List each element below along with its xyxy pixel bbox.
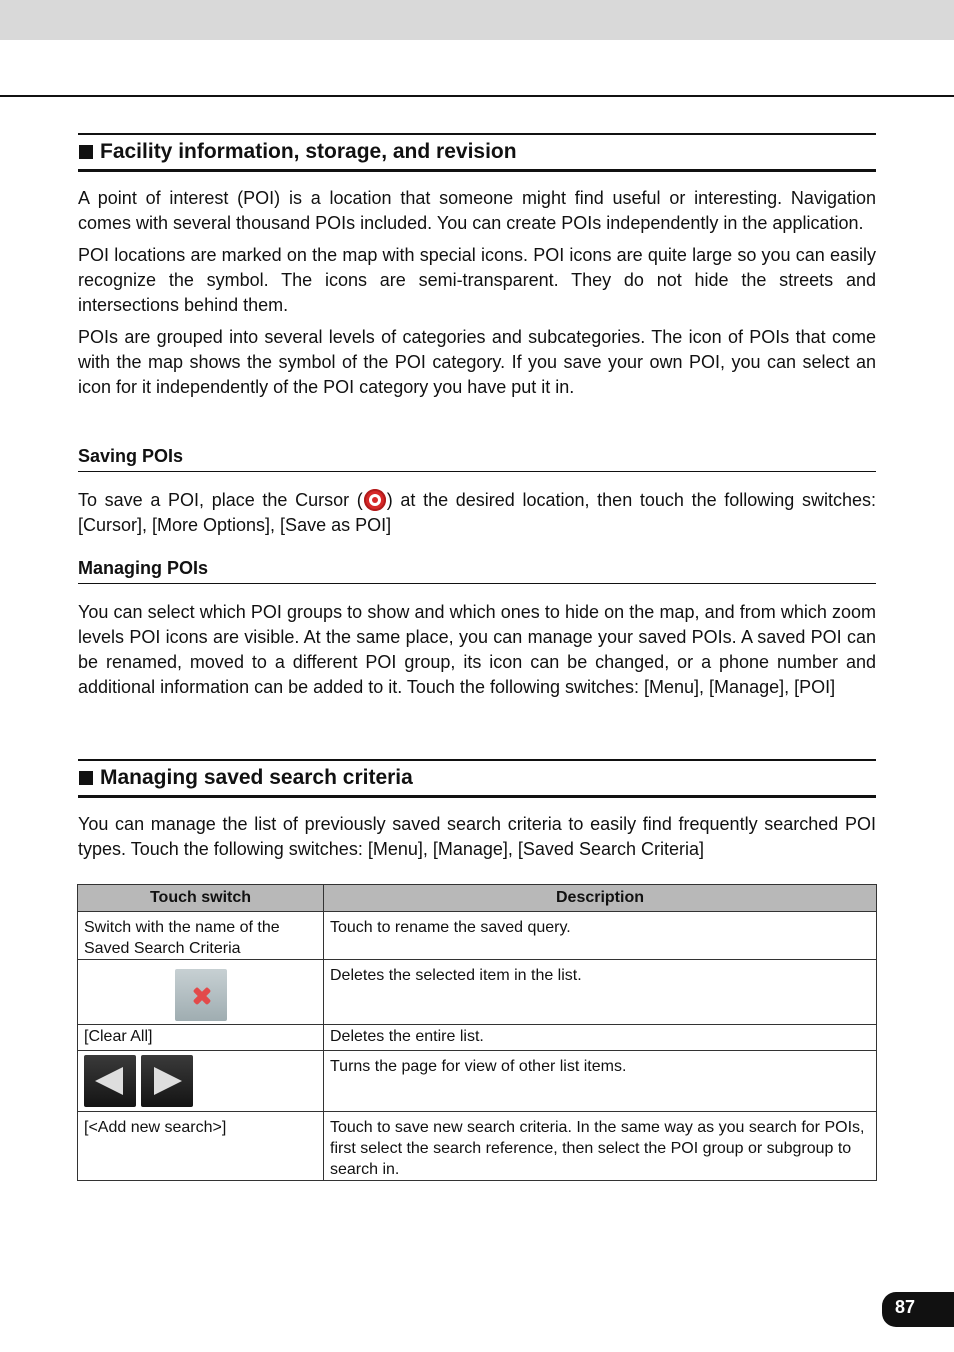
delete-x-icon [175,969,227,1021]
description-cell: Touch to rename the saved query. [324,912,877,960]
page-number: 87 [895,1297,916,1317]
touch-switch-table [77,884,877,1181]
description-cell: Turns the page for view of other list items. [324,1051,877,1112]
table-row [78,960,877,1025]
header-rule [0,95,954,97]
paragraph-poi-categories: POIs are grouped into several levels of categories and subcategories. The icon of POIs that come with the map shows the symbol of the POI category. If you save your own POI, you can select an icon for it independently of the POI category you have put it in. [78,327,876,397]
section-heading-saved-search [78,759,876,798]
saving-text-after: ) at the desired location, then touch the following switches: [Cursor], [More Options], [Save as POI] [78,490,876,535]
description-cell: Touch to save new search criteria. In the same way as you search for POIs, first select the search reference, then select the POI group or subgroup to search in. [324,1112,877,1181]
paragraph-poi-icons: POI locations are marked on the map with special icons. POI icons are quite large so you can easily recognize the symbol. The icons are semi-transparent. They do not hide the streets and intersections behind them. [78,245,876,315]
saved-search-body [78,812,876,862]
saving-pois-body [78,488,876,538]
column-header-description: Description [324,885,877,912]
switch-cell: Switch with the name of the Saved Search Criteria [78,912,324,960]
subheading-saving-pois: Saving POIs [78,441,876,472]
managing-pois-body [78,600,876,700]
paragraph-managing-pois: You can select which POI groups to show and which ones to hide on the map, and from which zoom levels POI icons are visible. At the same place, you can manage your saved POIs. A saved POI can be renamed, moved to a different POI group, its icon can be changed, or a phone number and additional information can be added to it. Touch the following switches: [Menu], [Manage], [POI] [78,602,876,697]
subheading-managing-pois: Managing POIs [78,553,876,584]
section-heading-text: Facility information, storage, and revision [100,140,517,163]
page-arrow-buttons [84,1055,317,1107]
description-cell: Deletes the entire list. [324,1025,877,1051]
header-band [0,0,954,40]
table-row [78,912,877,960]
switch-cell: [<Add new search>] [78,1112,324,1181]
column-header-touch-switch: Touch switch [78,885,324,912]
page-number-tab [882,1292,954,1327]
table-header-row [78,885,877,912]
saving-text-before: To save a POI, place the Cursor ( [78,490,363,510]
switch-cell [78,960,324,1025]
table-row [78,1112,877,1181]
switch-cell [78,1051,324,1112]
section-facility-body [78,186,876,400]
square-bullet-icon [79,145,93,159]
next-arrow-icon [141,1055,193,1107]
paragraph-poi-intro: A point of interest (POI) is a location that someone might find useful or interesting. Navigation comes with several thousand POIs included. You can create POIs independently in the application. [78,188,876,233]
cursor-icon [364,489,386,511]
paragraph-saved-search: You can manage the list of previously saved search criteria to easily find frequently searched POI types. Touch the following switches: [Menu], [Manage], [Saved Search Criteria] [78,814,876,859]
section-heading-text: Managing saved search criteria [100,766,413,789]
switch-cell: [Clear All] [78,1025,324,1051]
description-cell: Deletes the selected item in the list. [324,960,877,1025]
previous-arrow-icon [84,1055,136,1107]
table-row [78,1051,877,1112]
section-heading-facility [78,133,876,172]
paragraph-saving-pois [78,488,876,538]
square-bullet-icon [79,771,93,785]
table-row [78,1025,877,1051]
